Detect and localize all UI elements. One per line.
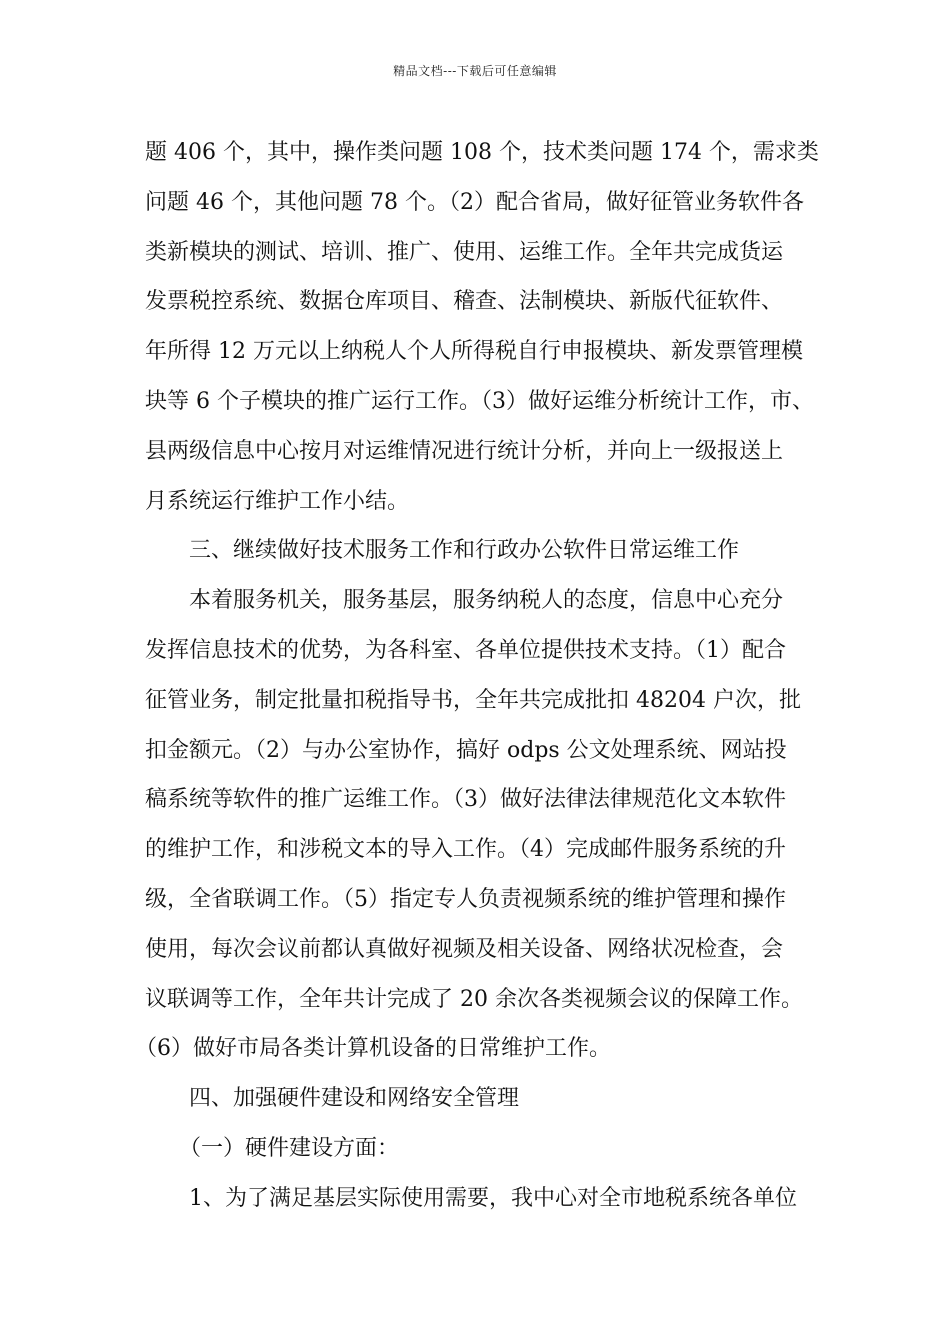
paragraph-line: 发票税控系统、数据仓库项目、稽查、法制模块、新版代征软件、 xyxy=(145,289,784,315)
section-heading: 四、加强硬件建设和网络安全管理 xyxy=(189,1086,520,1112)
paragraph-line: 类新模块的测试、培训、推广、使用、运维工作。全年共完成货运 xyxy=(145,239,784,265)
paragraph-line: （6）做好市局各类计算机设备的日常维护工作。 xyxy=(135,1036,611,1062)
paragraph-line: 题 406 个，其中，操作类问题 108 个，技术类问题 174 个，需求类 xyxy=(145,140,819,165)
subsection-heading: （一）硬件建设方面： xyxy=(179,1135,400,1161)
paragraph-line: 使用，每次会议前都认真做好视频及相关设备、网络状况检查，会 xyxy=(145,936,784,962)
section-heading: 三、继续做好技术服务工作和行政办公软件日常运维工作 xyxy=(189,538,740,564)
document-body xyxy=(135,128,819,1224)
paragraph-line: 级，全省联调工作。（5）指定专人负责视频系统的维护管理和操作 xyxy=(145,886,786,912)
paragraph-line: 稿系统等软件的推广运维工作。（3）做好法律法律规范化文本软件 xyxy=(145,787,786,813)
paragraph-line: 县两级信息中心按月对运维情况进行统计分析，并向上一级报送上 xyxy=(145,438,784,464)
paragraph-line: 扣金额元。（2）与办公室协作，搞好 odps 公文处理系统、网站投 xyxy=(145,737,787,763)
paragraph-line: 本着服务机关，服务基层，服务纳税人的态度，信息中心充分 xyxy=(189,588,784,614)
paragraph-line: 块等 6 个子模块的推广运行工作。（3）做好运维分析统计工作，市、 xyxy=(145,388,814,414)
paragraph-line: 发挥信息技术的优势，为各科室、各单位提供技术支持。（1）配合 xyxy=(145,637,786,663)
paragraph-line: 年所得 12 万元以上纳税人个人所得税自行申报模块、新发票管理模 xyxy=(145,339,803,365)
page-header: 精品文档---下载后可任意编辑 xyxy=(393,64,557,78)
paragraph-line: 问题 46 个，其他问题 78 个。（2）配合省局，做好征管业务软件各 xyxy=(145,189,804,215)
paragraph-line: 的维护工作，和涉税文本的导入工作。（4）完成邮件服务系统的升 xyxy=(145,837,786,863)
paragraph-line: 议联调等工作，全年共计完成了 20 余次各类视频会议的保障工作。 xyxy=(145,986,803,1012)
paragraph-line: 征管业务，制定批量扣税指导书，全年共完成批扣 48204 户次，批 xyxy=(145,687,801,713)
paragraph-line: 1、为了满足基层实际使用需要，我中心对全市地税系统各单位 xyxy=(189,1185,797,1211)
paragraph-line: 月系统运行维护工作小结。 xyxy=(145,488,410,514)
